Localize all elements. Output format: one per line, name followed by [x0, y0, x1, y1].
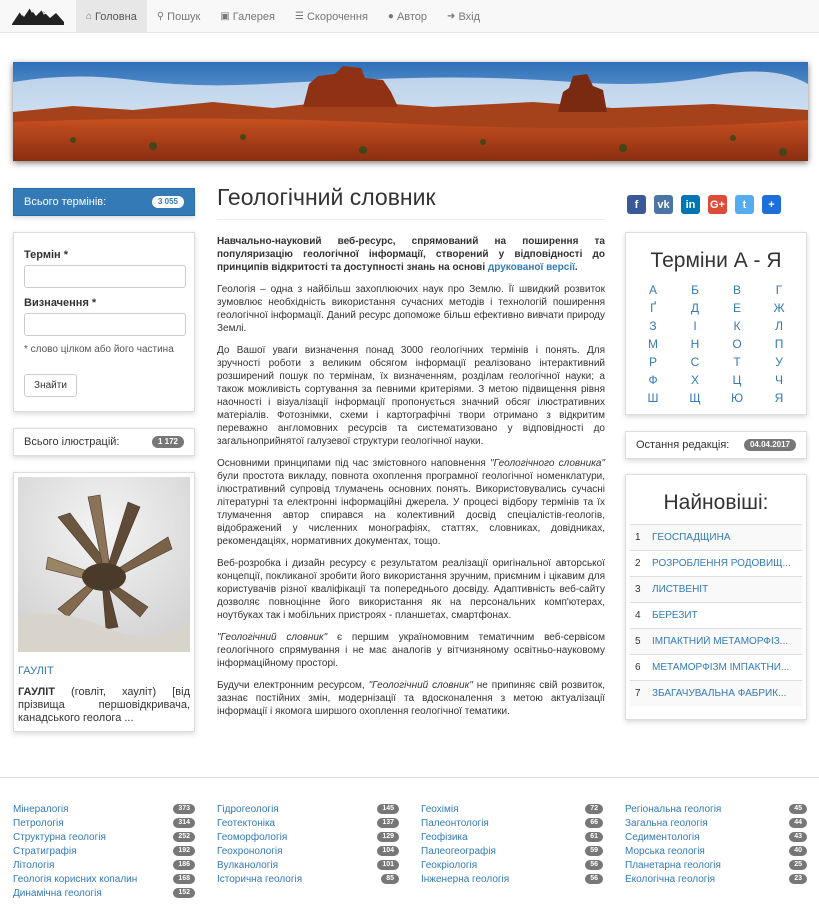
footer-category-count: 252 [173, 832, 195, 842]
search-button[interactable]: Знайти [24, 374, 77, 397]
footer-category-row [421, 830, 603, 844]
intro-paragraph-4: Веб-розробка і дизайн ресурсу є результатом реалізації оригінальної авторської концепції, покликаної зробити його використання зручним, приємним і цікавим для користувачів різної кваліфікації та попереднього досвіду. Адаптивність веб-сайту дозволяє повноцінне його використання як на персональних комп'ютерах, ноутбуках так і мобільних пристроях - планшетах, смартфонах. [217, 558, 605, 621]
footer-category-row [13, 858, 195, 872]
footer-category-row [421, 872, 603, 886]
alphabet-letter[interactable]: К [733, 319, 741, 333]
search-form [13, 232, 195, 412]
newest-index: 5 [635, 636, 641, 647]
footer-category-link[interactable]: Регіональна геологія [625, 803, 722, 815]
footer-category-row [217, 844, 399, 858]
alphabet-letter[interactable]: Р [648, 355, 657, 369]
p5-em: "Геологічний словник" [217, 632, 328, 643]
terms-count-label: Всього термінів: [24, 196, 107, 208]
intro-paragraph-2: До Вашої уваги визначення понад 3000 геологічних термінів і понять. Для зручності роботи з великим обсягом інформації реалізовано інтерактивний розширений пошук по термінам, їх визначенням, розділам геологічної науки; а також можливість сортування за певними критеріями. З метою підвищення рівня наочності і візуалізації інформації пропонується значний обсяг ілюстративних матеріалів. Фотознімки, схеми і картографічні твори отримано з відкритим переважно англомовних ресурсів та систематизовано у відповідності до загальноприйнятої галузевої структури геологічної науки. [217, 345, 605, 447]
featured-term-link[interactable]: ГАУЛІТ [18, 665, 54, 677]
footer-category-row [625, 802, 807, 816]
intro-paragraph-5 [217, 631, 605, 670]
newest-term-link[interactable]: ЛИСТВЕНІТ [652, 584, 709, 595]
terms-count-panel [13, 188, 195, 216]
alphabet-letter[interactable]: С [690, 355, 700, 369]
footer-category-link[interactable]: Екологічна геологія [625, 873, 716, 885]
mineral-photo[interactable] [18, 477, 190, 652]
p3-start: Основними принципами під час змістовного наповнення [217, 458, 491, 469]
lead-end: . [574, 262, 578, 273]
footer-category-link[interactable]: Геологія корисних копалин [13, 873, 138, 885]
alphabet-letter[interactable]: Ф [648, 373, 658, 387]
illustrations-count-badge: 1 172 [152, 436, 184, 448]
footer-category-count: 40 [789, 846, 807, 856]
nav-item-label: Автор [396, 10, 428, 23]
footer-category-link[interactable]: Геоморфологія [217, 831, 288, 843]
nav-item-label: Вхід [458, 10, 481, 23]
footer-category-link[interactable]: Седиментологія [625, 831, 700, 843]
nav-item-4[interactable] [378, 0, 437, 33]
user-icon: ● [387, 11, 394, 22]
alphabet-letter[interactable]: Я [774, 391, 784, 405]
alphabet-letter[interactable]: Ж [773, 301, 785, 315]
newest-row [630, 654, 802, 680]
newest-term-link[interactable]: ЗБАГАЧУВАЛЬНА ФАБРИК... [652, 688, 787, 699]
footer-category-link[interactable]: Гідрогеологія [217, 803, 279, 815]
p3-em: "Геологічного словника" [490, 458, 605, 469]
search-hint: * слово цілком або його частина [24, 344, 174, 355]
newest-term-link[interactable]: МЕТАМОРФІЗМ ІМПАКТНИ... [652, 662, 790, 673]
alphabet-letter[interactable]: Н [690, 337, 700, 351]
p6-start: Будучи електронним ресурсом, [217, 680, 369, 691]
footer-category-count: 129 [377, 832, 399, 842]
footer-category-row [625, 816, 807, 830]
alphabet-letter[interactable]: Ц [732, 373, 742, 387]
footer-category-link[interactable]: Геотектоніка [217, 817, 276, 829]
newest-index: 7 [635, 688, 641, 699]
footer-category-count: 61 [585, 832, 603, 842]
alphabet-letter[interactable]: У [775, 355, 783, 369]
footer-column [217, 802, 399, 886]
alphabet-letter[interactable]: З [649, 319, 657, 333]
alphabet-letter[interactable]: Ґ [650, 301, 656, 315]
footer-column [421, 802, 603, 886]
footer-category-link[interactable]: Динамічна геологія [13, 887, 102, 899]
alphabet-letter[interactable]: Б [691, 283, 699, 297]
googleplus-icon[interactable]: G+ [708, 195, 727, 214]
main-content [217, 184, 605, 718]
footer-category-row [217, 872, 399, 886]
newest-index: 2 [635, 558, 641, 569]
footer-category-count: 45 [789, 804, 807, 814]
footer-column [13, 802, 195, 900]
alphabet-letter[interactable]: Х [690, 373, 699, 387]
term-label: Термін * [24, 249, 69, 261]
alphabet-letter[interactable]: О [732, 337, 742, 351]
footer-category-row [625, 858, 807, 872]
footer-category-row [13, 844, 195, 858]
footer-column [625, 802, 807, 886]
footer-category-count: 314 [173, 818, 195, 828]
footer-category-row [217, 858, 399, 872]
featured-term-bold: ГАУЛІТ [18, 686, 55, 698]
newest-row [630, 550, 802, 576]
footer-category-row [13, 802, 195, 816]
definition-input[interactable] [24, 313, 186, 336]
footer-divider [0, 777, 819, 778]
footer-category-row [421, 802, 603, 816]
alphabet-letter[interactable]: Ш [647, 391, 659, 405]
footer-category-count: 72 [585, 804, 603, 814]
terms-count-badge: 3 055 [152, 196, 184, 208]
lead-paragraph [217, 235, 605, 274]
footer-category-link[interactable]: Геохронологія [217, 845, 283, 857]
alphabet-index [625, 232, 807, 415]
footer-category-count: 137 [377, 818, 399, 828]
illustrations-count-panel [13, 428, 195, 456]
footer-category-link[interactable]: Вулканологія [217, 859, 278, 871]
intro-paragraph-6 [217, 679, 605, 718]
footer-category-count: 373 [173, 804, 195, 814]
footer-category-count: 43 [789, 832, 807, 842]
featured-term-card [13, 472, 195, 732]
twitter-icon[interactable]: t [735, 195, 754, 214]
footer-category-row [13, 816, 195, 830]
alphabet-grid [626, 283, 806, 405]
footer-category-count: 85 [381, 874, 399, 884]
footer-category-row [625, 844, 807, 858]
newest-title: Найновіші: [663, 491, 769, 514]
alphabet-letter[interactable]: Г [775, 283, 783, 297]
newest-row [630, 576, 802, 602]
last-edit-label: Остання редакція: [636, 439, 730, 451]
alphabet-letter[interactable]: Л [775, 319, 783, 333]
footer-category-count: 168 [173, 874, 195, 884]
footer-category-row [13, 872, 195, 886]
alphabet-letter[interactable]: М [648, 337, 658, 351]
nav-item-label: Пошук [167, 10, 201, 23]
featured-term-excerpt [18, 686, 190, 725]
lead-text: Навчально-науковий веб-ресурс, спрямований на поширення та популяризацію геологічної інформації, створений у відповідності до принципів відкритості та доступності знань на основі [217, 236, 605, 273]
footer-category-row [421, 816, 603, 830]
navbar [0, 0, 819, 33]
footer-category-row [421, 844, 603, 858]
alphabet-letter[interactable]: А [648, 283, 657, 297]
main-nav [76, 0, 490, 33]
nav-item-label: Галерея [232, 10, 275, 23]
p6-em: "Геологічний словник" [368, 680, 473, 691]
newest-terms-panel [625, 474, 807, 720]
newest-term-link[interactable]: ГЕОСПАДЩИНА [652, 532, 731, 543]
alphabet-letter[interactable]: Щ [689, 391, 701, 405]
footer-category-link[interactable]: Геофізика [421, 831, 468, 843]
alphabet-letter[interactable]: І [693, 319, 697, 333]
definition-label: Визначення * [24, 297, 97, 309]
footer-category-count: 59 [585, 846, 603, 856]
footer-category-link[interactable]: Інженерна геологія [421, 873, 510, 885]
footer-category-row [13, 830, 195, 844]
term-input[interactable] [24, 265, 186, 288]
footer-category-row [13, 886, 195, 900]
alphabet-letter[interactable]: П [774, 337, 784, 351]
footer-category-row [217, 830, 399, 844]
linkedin-icon[interactable]: in [681, 195, 700, 214]
social-share-bar [627, 195, 781, 214]
footer-category-link[interactable]: Літологія [13, 859, 55, 871]
footer-category-count: 101 [377, 860, 399, 870]
footer-category-count: 145 [377, 804, 399, 814]
footer-category-row [217, 802, 399, 816]
print-version-link[interactable]: друкованої версії [487, 262, 575, 273]
vk-icon[interactable]: vk [654, 195, 673, 214]
footer-category-row [421, 858, 603, 872]
newest-row [630, 602, 802, 628]
footer-category-link[interactable]: Мінералогія [13, 803, 69, 815]
alphabet-title: Терміни А - Я [650, 249, 782, 272]
footer-category-link[interactable]: Палеогеографія [421, 845, 496, 857]
home-icon: ⌂ [86, 11, 93, 22]
page-title: Геологічний словник [217, 184, 605, 220]
nav-item-label: Скорочення [306, 10, 368, 23]
newest-list [630, 524, 802, 706]
footer-category-count: 23 [789, 874, 807, 884]
footer-category-row [625, 872, 807, 886]
share-icon[interactable]: + [762, 195, 781, 214]
newest-index: 4 [635, 610, 641, 621]
footer-category-link[interactable]: Структурна геологія [13, 831, 106, 843]
nav-item-label: Головна [95, 10, 137, 23]
intro-paragraph-1: Геологія – одна з найбільш захоплюючих наук про Землю. Її швидкий розвиток зумовлює необхідність використання сучасних методів і технологій поширення геологічної інформації. Даний ресурс допоможе більш ефективно вивчати природу Землі. [217, 284, 605, 334]
picture-icon: ▣ [220, 11, 230, 22]
footer-category-count: 192 [173, 846, 195, 856]
nav-item-3[interactable] [285, 0, 378, 33]
list-icon: ☰ [294, 11, 304, 22]
footer-category-link[interactable]: Морська геологія [625, 845, 705, 857]
footer-category-link[interactable]: Палеонтологія [421, 817, 489, 829]
footer-category-count: 104 [377, 846, 399, 856]
last-edit-panel [625, 431, 807, 459]
footer-category-row [625, 830, 807, 844]
intro-paragraph-3 [217, 457, 605, 548]
footer-category-count: 186 [173, 860, 195, 870]
footer-category-count: 25 [789, 860, 807, 870]
newest-index: 1 [635, 532, 641, 543]
p6-rest: не припиняє свій розвиток, зазнає постійних змін, модернізації та вдосконалення з метою актуалізації інформації і якомога ширшого охоплення геологічної тематики. [217, 680, 605, 717]
footer-category-link[interactable]: Стратиграфія [13, 845, 77, 857]
newest-row [630, 524, 802, 550]
login-icon: ➜ [447, 11, 456, 22]
nav-item-0[interactable] [76, 0, 147, 33]
newest-index: 6 [635, 662, 641, 673]
footer-category-link[interactable]: Петрологія [13, 817, 64, 829]
newest-row [630, 628, 802, 654]
newest-index: 3 [635, 584, 641, 595]
nav-item-2[interactable] [210, 0, 285, 33]
newest-term-link[interactable]: ІМПАКТНИЙ МЕТАМОРФІЗ... [652, 636, 789, 647]
newest-term-link[interactable]: БЕРЕЗИТ [652, 610, 698, 621]
footer-category-count: 56 [585, 874, 603, 884]
newest-row [630, 680, 802, 706]
p3-rest: були простота викладу, повнота охоплення програмної геологічної номенклатури, ілюстративний супровід тлумачень основних понять. Використовувались сучасні літературні та електронні інформаційні джерела. У процесі відбору термінів та їх тлумачення автор спирався на колективний досвід спеціалістів-геологів, відображений у численних монографіях, статтях, словниках, довідниках, рекомендаціях, нормативних документах, тощо. [217, 471, 605, 547]
p5-rest: є першим україномовним тематичним веб-сервісом геологічного спрямування і не має аналогів у вітчизняному освітньо-науковому інформаційному просторі. [217, 632, 605, 669]
footer-category-row [217, 816, 399, 830]
mountains-logo[interactable] [12, 4, 64, 28]
footer-category-count: 56 [585, 860, 603, 870]
footer-category-link[interactable]: Геокріологія [421, 859, 478, 871]
newest-term-link[interactable]: РОЗРОБЛЕННЯ РОДОВИЩ... [652, 558, 791, 569]
last-edit-date: 04.04.2017 [744, 439, 796, 451]
canyon-banner [13, 62, 808, 161]
alphabet-letter[interactable]: В [732, 283, 741, 297]
alphabet-letter[interactable]: Ч [775, 373, 783, 387]
featured-term-text: (говліт, хауліт) [від прізвища першовідкривача, канадського геолога ... [18, 686, 190, 724]
illustrations-count-label: Всього ілюстрацій: [24, 436, 120, 448]
footer-category-count: 152 [173, 888, 195, 898]
alphabet-letter[interactable]: Д [690, 301, 700, 315]
search-icon: ⚲ [156, 11, 165, 22]
footer-category-count: 66 [585, 818, 603, 828]
facebook-icon[interactable]: f [627, 195, 646, 214]
footer-category-link[interactable]: Загальна геологія [625, 817, 708, 829]
nav-item-1[interactable] [147, 0, 211, 33]
footer-category-link[interactable]: Історична геологія [217, 873, 303, 885]
alphabet-letter[interactable]: Ю [730, 391, 744, 405]
alphabet-letter[interactable]: Т [733, 355, 741, 369]
footer-category-count: 44 [789, 818, 807, 828]
footer-category-link[interactable]: Планетарна геологія [625, 859, 721, 871]
alphabet-letter[interactable]: Е [732, 301, 741, 315]
footer-category-link[interactable]: Геохімія [421, 803, 459, 815]
nav-item-5[interactable] [437, 0, 490, 33]
